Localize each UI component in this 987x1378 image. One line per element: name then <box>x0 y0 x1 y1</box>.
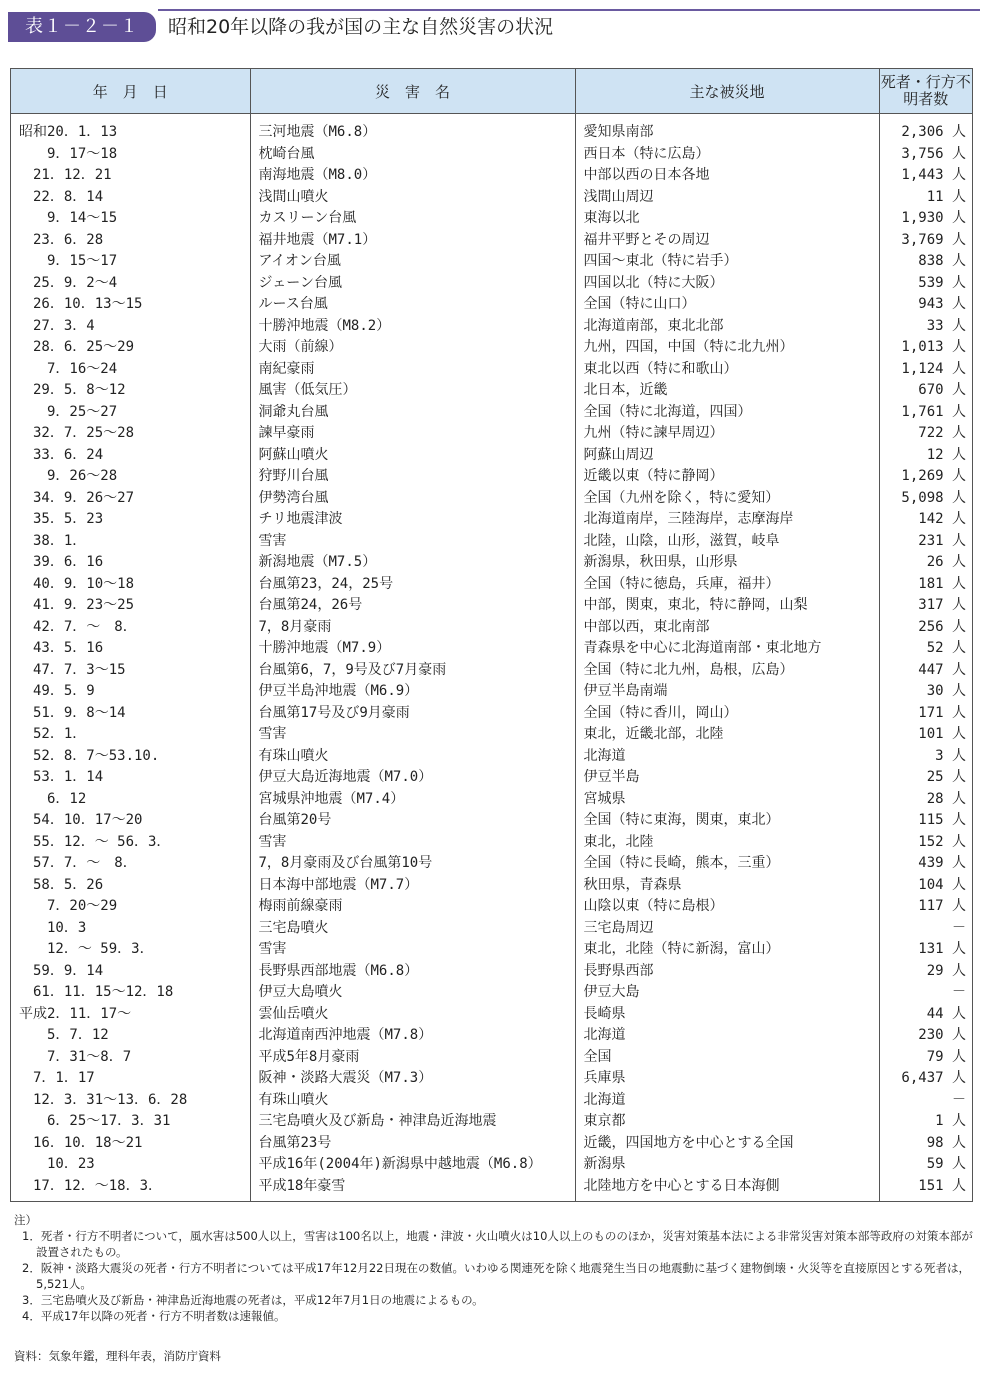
table-number-label: 表１－２－１ <box>8 12 156 42</box>
cell-date: 57．7．～ 8． <box>11 853 250 875</box>
table-row <box>11 466 972 488</box>
cell-casualties: 117 人 <box>918 898 966 914</box>
cell-disaster-name: 台風第6，7，9号及び7月豪雨 <box>250 660 575 682</box>
table-row <box>11 574 972 596</box>
table-row <box>11 488 972 510</box>
table-title: 昭和20年以降の我が国の主な自然災害の状況 <box>168 16 554 38</box>
col-header-casualties: 死者・行方不明者数 <box>879 69 972 114</box>
cell-date: 51．9．8～14 <box>11 703 250 725</box>
cell-casualties: 3 人 <box>935 747 966 764</box>
cell-affected-area: 三宅島周辺 <box>575 918 879 940</box>
cell-affected-area: 伊豆大島 <box>575 982 879 1004</box>
table-row <box>11 832 972 854</box>
cell-disaster-name: 伊勢湾台風 <box>250 488 575 510</box>
cell-date: 6．25～17．3．31 <box>11 1111 250 1133</box>
cell-date: 58．5．26 <box>11 875 250 897</box>
cell-disaster-name: 7，8月豪雨 <box>250 617 575 639</box>
cell-date: 33．6．24 <box>11 445 250 467</box>
cell-date: 38．1． <box>11 531 250 553</box>
cell-date: 26．10．13～15 <box>11 294 250 316</box>
cell-disaster-name: 十勝沖地震（M7.9） <box>250 638 575 660</box>
table-row <box>11 187 972 209</box>
table-row <box>11 316 972 338</box>
table-row <box>11 423 972 445</box>
cell-casualties: 26 人 <box>926 554 966 570</box>
cell-affected-area: 全国（特に北海道，四国） <box>575 402 879 424</box>
cell-date: 32．7．25～28 <box>11 423 250 445</box>
cell-affected-area: 山陰以東（特に島根） <box>575 896 879 918</box>
cell-date: 28．6．25～29 <box>11 337 250 359</box>
cell-disaster-name: 台風第23号 <box>250 1133 575 1155</box>
cell-date: 10．3 <box>11 918 250 940</box>
cell-disaster-name: 伊豆半島沖地震（M6.9） <box>250 681 575 703</box>
cell-disaster-name: 阿蘇山噴火 <box>250 445 575 467</box>
cell-date: 40．9．10～18 <box>11 574 250 596</box>
cell-affected-area: 北陸地方を中心とする日本海側 <box>575 1176 879 1202</box>
cell-casualties: 1,761 人 <box>901 403 966 420</box>
cell-disaster-name: ジェーン台風 <box>250 273 575 295</box>
cell-casualties: 1,013 人 <box>901 339 966 355</box>
cell-disaster-name: 新潟地震（M7.5） <box>250 552 575 574</box>
cell-affected-area: 九州（特に諫早周辺） <box>575 423 879 445</box>
cell-disaster-name: ルース台風 <box>250 294 575 316</box>
cell-affected-area: 宮城県 <box>575 789 879 811</box>
cell-disaster-name: 浅間山噴火 <box>250 187 575 209</box>
cell-affected-area: 全国（特に香川，岡山） <box>575 703 879 725</box>
cell-affected-area: 長崎県 <box>575 1004 879 1026</box>
cell-affected-area: 福井平野とその周辺 <box>575 230 879 252</box>
cell-affected-area: 伊豆半島南端 <box>575 681 879 703</box>
cell-disaster-name: 宮城県沖地震（M7.4） <box>250 789 575 811</box>
cell-date: 7．1．17 <box>11 1068 250 1090</box>
table-row <box>11 595 972 617</box>
cell-casualties: 1,443 人 <box>901 167 966 183</box>
cell-disaster-name: 南海地震（M8.0） <box>250 165 575 187</box>
cell-affected-area: 北海道 <box>575 1025 879 1047</box>
cell-date: 9．25～27 <box>11 402 250 424</box>
cell-disaster-name: 洞爺丸台風 <box>250 402 575 424</box>
table-row <box>11 703 972 725</box>
cell-disaster-name: 風害（低気圧） <box>250 380 575 402</box>
cell-disaster-name: 梅雨前線豪雨 <box>250 896 575 918</box>
col-header-disaster-name: 災 害 名 <box>250 69 575 114</box>
table-row <box>11 294 972 316</box>
cell-affected-area: 西日本（特に広島） <box>575 144 879 166</box>
cell-casualties: 2,306 人 <box>901 124 966 140</box>
cell-affected-area: 新潟県，秋田県，山形県 <box>575 552 879 574</box>
cell-date: 52．1． <box>11 724 250 746</box>
cell-date: 7．20～29 <box>11 896 250 918</box>
cell-date: 23．6．28 <box>11 230 250 252</box>
header-rule <box>158 9 980 11</box>
table-row <box>11 230 972 252</box>
note-item: 1．死者・行方不明者について，風水害は500人以上，雪害は100名以上，地震・津波・火山噴火は10人以上のもののほか，災害対策基本法による非常災害対策本部等政府の対策本部が設置されたもの。 <box>22 1229 973 1259</box>
table-row <box>11 638 972 660</box>
cell-casualties: 33 人 <box>926 317 966 334</box>
cell-affected-area: 全国（特に北九州，島根，広島） <box>575 660 879 682</box>
cell-date: 17．12．～18．3． <box>11 1176 250 1202</box>
cell-casualties: 30 人 <box>926 683 966 699</box>
table-body <box>11 114 972 1202</box>
cell-affected-area: 東北，近畿北部，北陸 <box>575 724 879 746</box>
cell-casualties: 131 人 <box>918 941 966 957</box>
cell-date: 12．～ 59．3． <box>11 939 250 961</box>
table-row <box>11 961 972 983</box>
col-header-date: 年 月 日 <box>11 69 250 114</box>
cell-casualties: 3,769 人 <box>901 231 966 248</box>
cell-affected-area: 近畿以東（特に静岡） <box>575 466 879 488</box>
table-row <box>11 208 972 230</box>
cell-disaster-name: 日本海中部地震（M7.7） <box>250 875 575 897</box>
cell-date: 9．26～28 <box>11 466 250 488</box>
cell-casualties: 1 人 <box>935 1113 966 1129</box>
cell-disaster-name: 大雨（前線） <box>250 337 575 359</box>
disaster-table <box>10 68 973 1202</box>
cell-date: 34．9．26～27 <box>11 488 250 510</box>
cell-date: 9．14～15 <box>11 208 250 230</box>
cell-disaster-name: 三宅島噴火 <box>250 918 575 940</box>
cell-affected-area: 阿蘇山周辺 <box>575 445 879 467</box>
table-row <box>11 746 972 768</box>
cell-casualties: 1,930 人 <box>901 210 966 226</box>
cell-casualties: 3,756 人 <box>901 145 966 162</box>
table-row <box>11 144 972 166</box>
cell-date: 43．5．16 <box>11 638 250 660</box>
cell-disaster-name: 三宅島噴火及び新島・神津島近海地震 <box>250 1111 575 1133</box>
cell-affected-area: 兵庫県 <box>575 1068 879 1090</box>
cell-casualties: 12 人 <box>926 446 966 463</box>
cell-casualties: 722 人 <box>918 425 966 441</box>
cell-disaster-name: 雪害 <box>250 832 575 854</box>
cell-affected-area: 北海道 <box>575 1090 879 1112</box>
cell-date: 5．7．12 <box>11 1025 250 1047</box>
cell-casualties: 44 人 <box>926 1005 966 1022</box>
table-row <box>11 724 972 746</box>
table-row <box>11 853 972 875</box>
cell-date: 29．5．8～12 <box>11 380 250 402</box>
cell-disaster-name: 伊豆大島近海地震（M7.0） <box>250 767 575 789</box>
cell-date: 61．11．15～12．18 <box>11 982 250 1004</box>
cell-casualties: － <box>952 919 966 936</box>
cell-casualties: 256 人 <box>918 618 966 635</box>
table-row <box>11 114 972 144</box>
cell-casualties: 52 人 <box>926 640 966 656</box>
cell-disaster-name: 阪神・淡路大震災（M7.3） <box>250 1068 575 1090</box>
cell-date: 41．9．23～25 <box>11 595 250 617</box>
cell-date: 6．12 <box>11 789 250 811</box>
cell-casualties: 25 人 <box>926 769 966 785</box>
cell-casualties: 142 人 <box>918 511 966 527</box>
cell-affected-area: 北海道南岸，三陸海岸，志摩海岸 <box>575 509 879 531</box>
cell-casualties: 230 人 <box>918 1027 966 1043</box>
cell-casualties: 6,437 人 <box>901 1070 966 1086</box>
cell-casualties: 943 人 <box>918 296 966 312</box>
table-row <box>11 273 972 295</box>
cell-disaster-name: 北海道南西沖地震（M7.8） <box>250 1025 575 1047</box>
table-header-row <box>11 69 972 114</box>
table-row <box>11 359 972 381</box>
cell-affected-area: 伊豆半島 <box>575 767 879 789</box>
notes-heading: 注） <box>14 1213 37 1227</box>
cell-date: 21．12．21 <box>11 165 250 187</box>
cell-date: 52．8．7～53.10. <box>11 746 250 768</box>
cell-date: 16．10．18～21 <box>11 1133 250 1155</box>
table-row <box>11 939 972 961</box>
cell-casualties: － <box>952 984 966 1000</box>
cell-casualties: 59 人 <box>926 1156 966 1172</box>
cell-casualties: 98 人 <box>926 1134 966 1151</box>
table-row <box>11 617 972 639</box>
cell-date: 27．3．4 <box>11 316 250 338</box>
cell-casualties: 104 人 <box>918 876 966 893</box>
cell-affected-area: 愛知県南部 <box>575 114 879 144</box>
cell-casualties: 79 人 <box>926 1048 966 1065</box>
cell-date: 25．9．2～4 <box>11 273 250 295</box>
cell-disaster-name: 長野県西部地震（M6.8） <box>250 961 575 983</box>
cell-affected-area: 東北以西（特に和歌山） <box>575 359 879 381</box>
cell-disaster-name: 台風第23，24，25号 <box>250 574 575 596</box>
cell-affected-area: 四国～東北（特に岩手） <box>575 251 879 273</box>
table-row <box>11 509 972 531</box>
cell-affected-area: 北日本，近畿 <box>575 380 879 402</box>
cell-disaster-name: 台風第17号及び9月豪雨 <box>250 703 575 725</box>
cell-disaster-name: 雪害 <box>250 939 575 961</box>
cell-casualties: 1,269 人 <box>901 468 966 484</box>
cell-casualties: 152 人 <box>918 833 966 850</box>
cell-disaster-name: 枕崎台風 <box>250 144 575 166</box>
table-row <box>11 1154 972 1176</box>
cell-affected-area: 中部以西の日本各地 <box>575 165 879 187</box>
cell-casualties: 439 人 <box>918 855 966 871</box>
table-row <box>11 165 972 187</box>
table-row <box>11 767 972 789</box>
cell-date: 49．5．9 <box>11 681 250 703</box>
table-row <box>11 380 972 402</box>
cell-date: 12．3．31～13．6．28 <box>11 1090 250 1112</box>
cell-affected-area: 長野県西部 <box>575 961 879 983</box>
table-row <box>11 810 972 832</box>
cell-affected-area: 東京都 <box>575 1111 879 1133</box>
cell-affected-area: 東北，北陸（特に新潟，富山） <box>575 939 879 961</box>
cell-date: 平成2．11．17～ <box>11 1004 250 1026</box>
cell-casualties: 447 人 <box>918 661 966 678</box>
cell-date: 7．16～24 <box>11 359 250 381</box>
cell-casualties: 11 人 <box>926 188 966 205</box>
cell-affected-area: 中部以西，東北南部 <box>575 617 879 639</box>
cell-casualties: 1,124 人 <box>901 360 966 377</box>
table-row <box>11 1133 972 1155</box>
cell-affected-area: 東北，北陸 <box>575 832 879 854</box>
cell-disaster-name: 平成18年豪雪 <box>250 1176 575 1202</box>
cell-date: 7．31～8．7 <box>11 1047 250 1069</box>
cell-affected-area: 浅間山周辺 <box>575 187 879 209</box>
cell-disaster-name: 狩野川台風 <box>250 466 575 488</box>
table-row <box>11 531 972 553</box>
table-row <box>11 1090 972 1112</box>
cell-casualties: 231 人 <box>918 532 966 549</box>
cell-disaster-name: 南紀豪雨 <box>250 359 575 381</box>
table-row <box>11 982 972 1004</box>
col-header-affected-area: 主な被災地 <box>575 69 879 114</box>
cell-disaster-name: 十勝沖地震（M8.2） <box>250 316 575 338</box>
table-row <box>11 402 972 424</box>
notes <box>14 1212 974 1324</box>
cell-disaster-name: アイオン台風 <box>250 251 575 273</box>
cell-date: 9．15～17 <box>11 251 250 273</box>
cell-date: 9．17～18 <box>11 144 250 166</box>
cell-date: 昭和20．1．13 <box>11 114 250 144</box>
table-row <box>11 1004 972 1026</box>
cell-disaster-name: 福井地震（M7.1） <box>250 230 575 252</box>
cell-disaster-name: 雪害 <box>250 724 575 746</box>
cell-disaster-name: 台風第24，26号 <box>250 595 575 617</box>
cell-affected-area: 九州，四国，中国（特に北九州） <box>575 337 879 359</box>
note-item: 2．阪神・淡路大震災の死者・行方不明者については平成17年12月22日現在の数値。いわゆる関連死を除く地震発生当日の地震動に基づく建物倒壊・火災等を直接原因とする死者は，5,521人。 <box>22 1261 970 1291</box>
cell-date: 53．1．14 <box>11 767 250 789</box>
cell-affected-area: 全国（特に山口） <box>575 294 879 316</box>
note-item: 4．平成17年以降の死者・行方不明者数は速報値。 <box>22 1309 286 1323</box>
table-row <box>11 1047 972 1069</box>
cell-disaster-name: 7，8月豪雨及び台風第10号 <box>250 853 575 875</box>
cell-casualties: － <box>952 1091 966 1108</box>
cell-affected-area: 全国 <box>575 1047 879 1069</box>
cell-disaster-name: 伊豆大島噴火 <box>250 982 575 1004</box>
table-row <box>11 337 972 359</box>
cell-date: 10．23 <box>11 1154 250 1176</box>
cell-date: 47．7．3～15 <box>11 660 250 682</box>
table-row <box>11 660 972 682</box>
cell-disaster-name: チリ地震津波 <box>250 509 575 531</box>
source-note: 資料：気象年鑑，理科年表，消防庁資料 <box>14 1349 221 1363</box>
cell-disaster-name: 雪害 <box>250 531 575 553</box>
cell-casualties: 5,098 人 <box>901 489 966 506</box>
table-row <box>11 918 972 940</box>
cell-affected-area: 北海道 <box>575 746 879 768</box>
cell-affected-area: 北陸，山陰，山形，滋賀，岐阜 <box>575 531 879 553</box>
cell-affected-area: 中部，関東，東北，特に静岡，山梨 <box>575 595 879 617</box>
cell-disaster-name: 有珠山噴火 <box>250 1090 575 1112</box>
cell-casualties: 171 人 <box>918 704 966 721</box>
cell-date: 39．6．16 <box>11 552 250 574</box>
cell-affected-area: 新潟県 <box>575 1154 879 1176</box>
cell-casualties: 181 人 <box>918 575 966 592</box>
cell-casualties: 115 人 <box>918 812 966 828</box>
table-row <box>11 251 972 273</box>
cell-date: 35．5．23 <box>11 509 250 531</box>
cell-affected-area: 全国（特に徳島，兵庫，福井） <box>575 574 879 596</box>
cell-affected-area: 青森県を中心に北海道南部・東北地方 <box>575 638 879 660</box>
cell-date: 55．12．～ 56．3． <box>11 832 250 854</box>
table-row <box>11 552 972 574</box>
cell-casualties: 151 人 <box>918 1177 966 1194</box>
cell-disaster-name: 平成5年8月豪雨 <box>250 1047 575 1069</box>
cell-disaster-name: 平成16年(2004年)新潟県中越地震（M6.8） <box>250 1154 575 1176</box>
table-header <box>8 6 972 44</box>
table-row <box>11 789 972 811</box>
table-row <box>11 681 972 703</box>
cell-affected-area: 全国（特に東海，関東，東北） <box>575 810 879 832</box>
cell-affected-area: 近畿，四国地方を中心とする全国 <box>575 1133 879 1155</box>
cell-date: 42．7．～ 8． <box>11 617 250 639</box>
table-row <box>11 445 972 467</box>
table-row <box>11 1068 972 1090</box>
cell-affected-area: 北海道南部，東北北部 <box>575 316 879 338</box>
cell-date: 54．10．17～20 <box>11 810 250 832</box>
cell-casualties: 539 人 <box>918 274 966 291</box>
cell-casualties: 670 人 <box>918 382 966 398</box>
cell-disaster-name: 雲仙岳噴火 <box>250 1004 575 1026</box>
cell-affected-area: 四国以北（特に大阪） <box>575 273 879 295</box>
table-row <box>11 875 972 897</box>
cell-affected-area: 全国（特に長崎，熊本，三重） <box>575 853 879 875</box>
table-row <box>11 1176 972 1202</box>
table-row <box>11 1025 972 1047</box>
cell-casualties: 838 人 <box>918 253 966 269</box>
cell-affected-area: 全国（九州を除く，特に愛知） <box>575 488 879 510</box>
cell-casualties: 317 人 <box>918 597 966 613</box>
cell-date: 59．9．14 <box>11 961 250 983</box>
cell-disaster-name: 有珠山噴火 <box>250 746 575 768</box>
cell-disaster-name: カスリーン台風 <box>250 208 575 230</box>
cell-casualties: 101 人 <box>918 726 966 742</box>
cell-casualties: 28 人 <box>926 790 966 807</box>
cell-affected-area: 秋田県，青森県 <box>575 875 879 897</box>
cell-disaster-name: 台風第20号 <box>250 810 575 832</box>
cell-date: 22．8．14 <box>11 187 250 209</box>
table-row <box>11 1111 972 1133</box>
cell-disaster-name: 三河地震（M6.8） <box>250 114 575 144</box>
cell-affected-area: 東海以北 <box>575 208 879 230</box>
table-row <box>11 896 972 918</box>
cell-casualties: 29 人 <box>926 962 966 979</box>
note-item: 3．三宅島噴火及び新島・神津島近海地震の死者は，平成12年7月1日の地震によるもの。 <box>22 1293 484 1307</box>
cell-disaster-name: 諫早豪雨 <box>250 423 575 445</box>
